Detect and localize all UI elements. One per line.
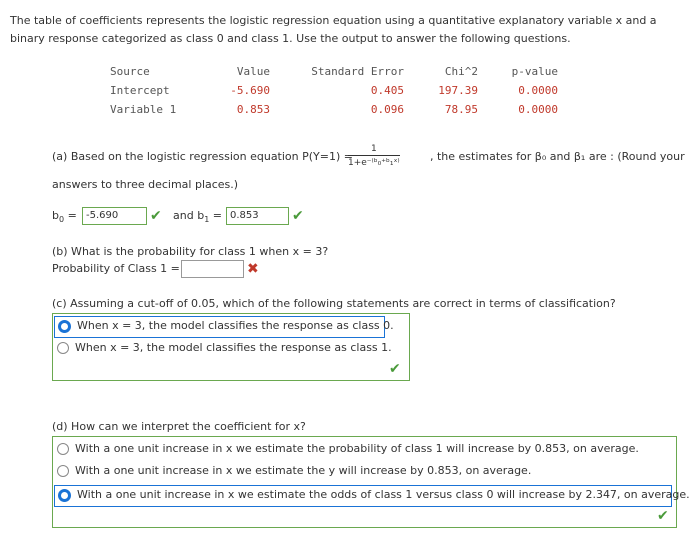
table-cell: 0.405 bbox=[370, 84, 404, 97]
part-d-answer-box bbox=[52, 436, 690, 528]
option-probability[interactable] bbox=[57, 442, 639, 460]
b1-input[interactable]: 0.853 bbox=[226, 207, 289, 225]
formula-denominator: 1+e⁻⁽ᵇ₀⁺ᵇ₁ˣ⁾ bbox=[348, 158, 400, 168]
cross-icon: ✖ bbox=[247, 261, 259, 277]
b0-letter: b bbox=[52, 209, 59, 222]
radio-selected-icon[interactable] bbox=[58, 489, 71, 502]
option-label: When x = 3, the model classifies the response as class 1. bbox=[75, 341, 392, 354]
b1-label bbox=[173, 209, 222, 224]
coefficient-table bbox=[100, 62, 558, 119]
b0-input[interactable]: -5.690 bbox=[82, 207, 147, 225]
checkmark-icon: ✔ bbox=[150, 208, 162, 224]
table-header-pvalue: p-value bbox=[511, 65, 558, 78]
logistic-formula bbox=[348, 144, 400, 168]
part-b-question: (b) What is the probability for class 1 when x = 3? bbox=[52, 245, 329, 258]
probability-input[interactable] bbox=[181, 260, 244, 278]
part-c-question: (c) Assuming a cut-off of 0.05, which of the following statements are correct in terms of classification? bbox=[52, 297, 616, 310]
table-header-stderr: Standard Error bbox=[311, 65, 404, 78]
table-cell: -5.690 bbox=[230, 84, 270, 97]
part-c-answer-box bbox=[52, 313, 410, 381]
table-row bbox=[100, 100, 558, 119]
part-a-question: (a) Based on the logistic regression equation P(Y=1) = bbox=[52, 150, 353, 163]
b0-equals: = bbox=[67, 209, 77, 222]
part-d-question: (d) How can we interpret the coefficient for x? bbox=[52, 420, 306, 433]
option-y-increase[interactable] bbox=[57, 464, 531, 482]
b0-subscript: 0 bbox=[58, 215, 65, 225]
part-b-label: Probability of Class 1 = bbox=[52, 262, 180, 275]
radio-icon[interactable] bbox=[57, 465, 69, 477]
radio-icon[interactable] bbox=[57, 342, 69, 354]
table-cell: Intercept bbox=[110, 84, 170, 97]
table-header-source: Source bbox=[110, 65, 150, 78]
option-label: With a one unit increase in x we estimate the y will increase by 0.853, on average. bbox=[75, 464, 532, 477]
table-cell: 78.95 bbox=[444, 103, 478, 116]
table-row bbox=[100, 81, 558, 100]
option-class-0[interactable] bbox=[54, 316, 394, 338]
table-cell: Variable 1 bbox=[110, 103, 177, 116]
part-a-instruction: answers to three decimal places.) bbox=[52, 178, 239, 191]
checkmark-icon: ✔ bbox=[657, 508, 669, 524]
b1-subscript: 1 bbox=[204, 215, 210, 225]
intro-text: The table of coefficients represents the logistic regression equation using a quantitative explanatory variable x and a binary response categorized as class 0 and class 1. Use the output to answer the following questions. bbox=[10, 14, 657, 45]
radio-icon[interactable] bbox=[57, 443, 69, 455]
table-cell: 0.853 bbox=[236, 103, 270, 116]
table-cell: 0.0000 bbox=[518, 103, 558, 116]
table-header-row bbox=[100, 62, 558, 81]
table-cell: 0.096 bbox=[370, 103, 404, 116]
option-label: With a one unit increase in x we estimate the probability of class 1 will increase by 0.853, on average. bbox=[75, 442, 639, 455]
b1-letter: and b bbox=[173, 209, 205, 222]
table-cell: 197.39 bbox=[438, 84, 478, 97]
checkmark-icon: ✔ bbox=[389, 361, 401, 377]
radio-selected-icon[interactable] bbox=[58, 320, 71, 333]
option-odds[interactable] bbox=[54, 485, 690, 507]
b1-equals: = bbox=[212, 209, 222, 222]
option-label: With a one unit increase in x we estimate the odds of class 1 versus class 0 will increase by 2.347, on average. bbox=[77, 488, 690, 501]
option-class-1[interactable] bbox=[57, 341, 392, 359]
formula-numerator: 1 bbox=[348, 144, 400, 156]
table-header-chi2: Chi^2 bbox=[444, 65, 478, 78]
option-label: When x = 3, the model classifies the response as class 0. bbox=[77, 319, 394, 332]
part-a-question-tail: , the estimates for β₀ and β₁ are : (Round your bbox=[430, 150, 685, 163]
table-cell: 0.0000 bbox=[518, 84, 558, 97]
checkmark-icon: ✔ bbox=[292, 208, 304, 224]
table-header-value: Value bbox=[236, 65, 270, 78]
b0-label bbox=[52, 209, 77, 224]
